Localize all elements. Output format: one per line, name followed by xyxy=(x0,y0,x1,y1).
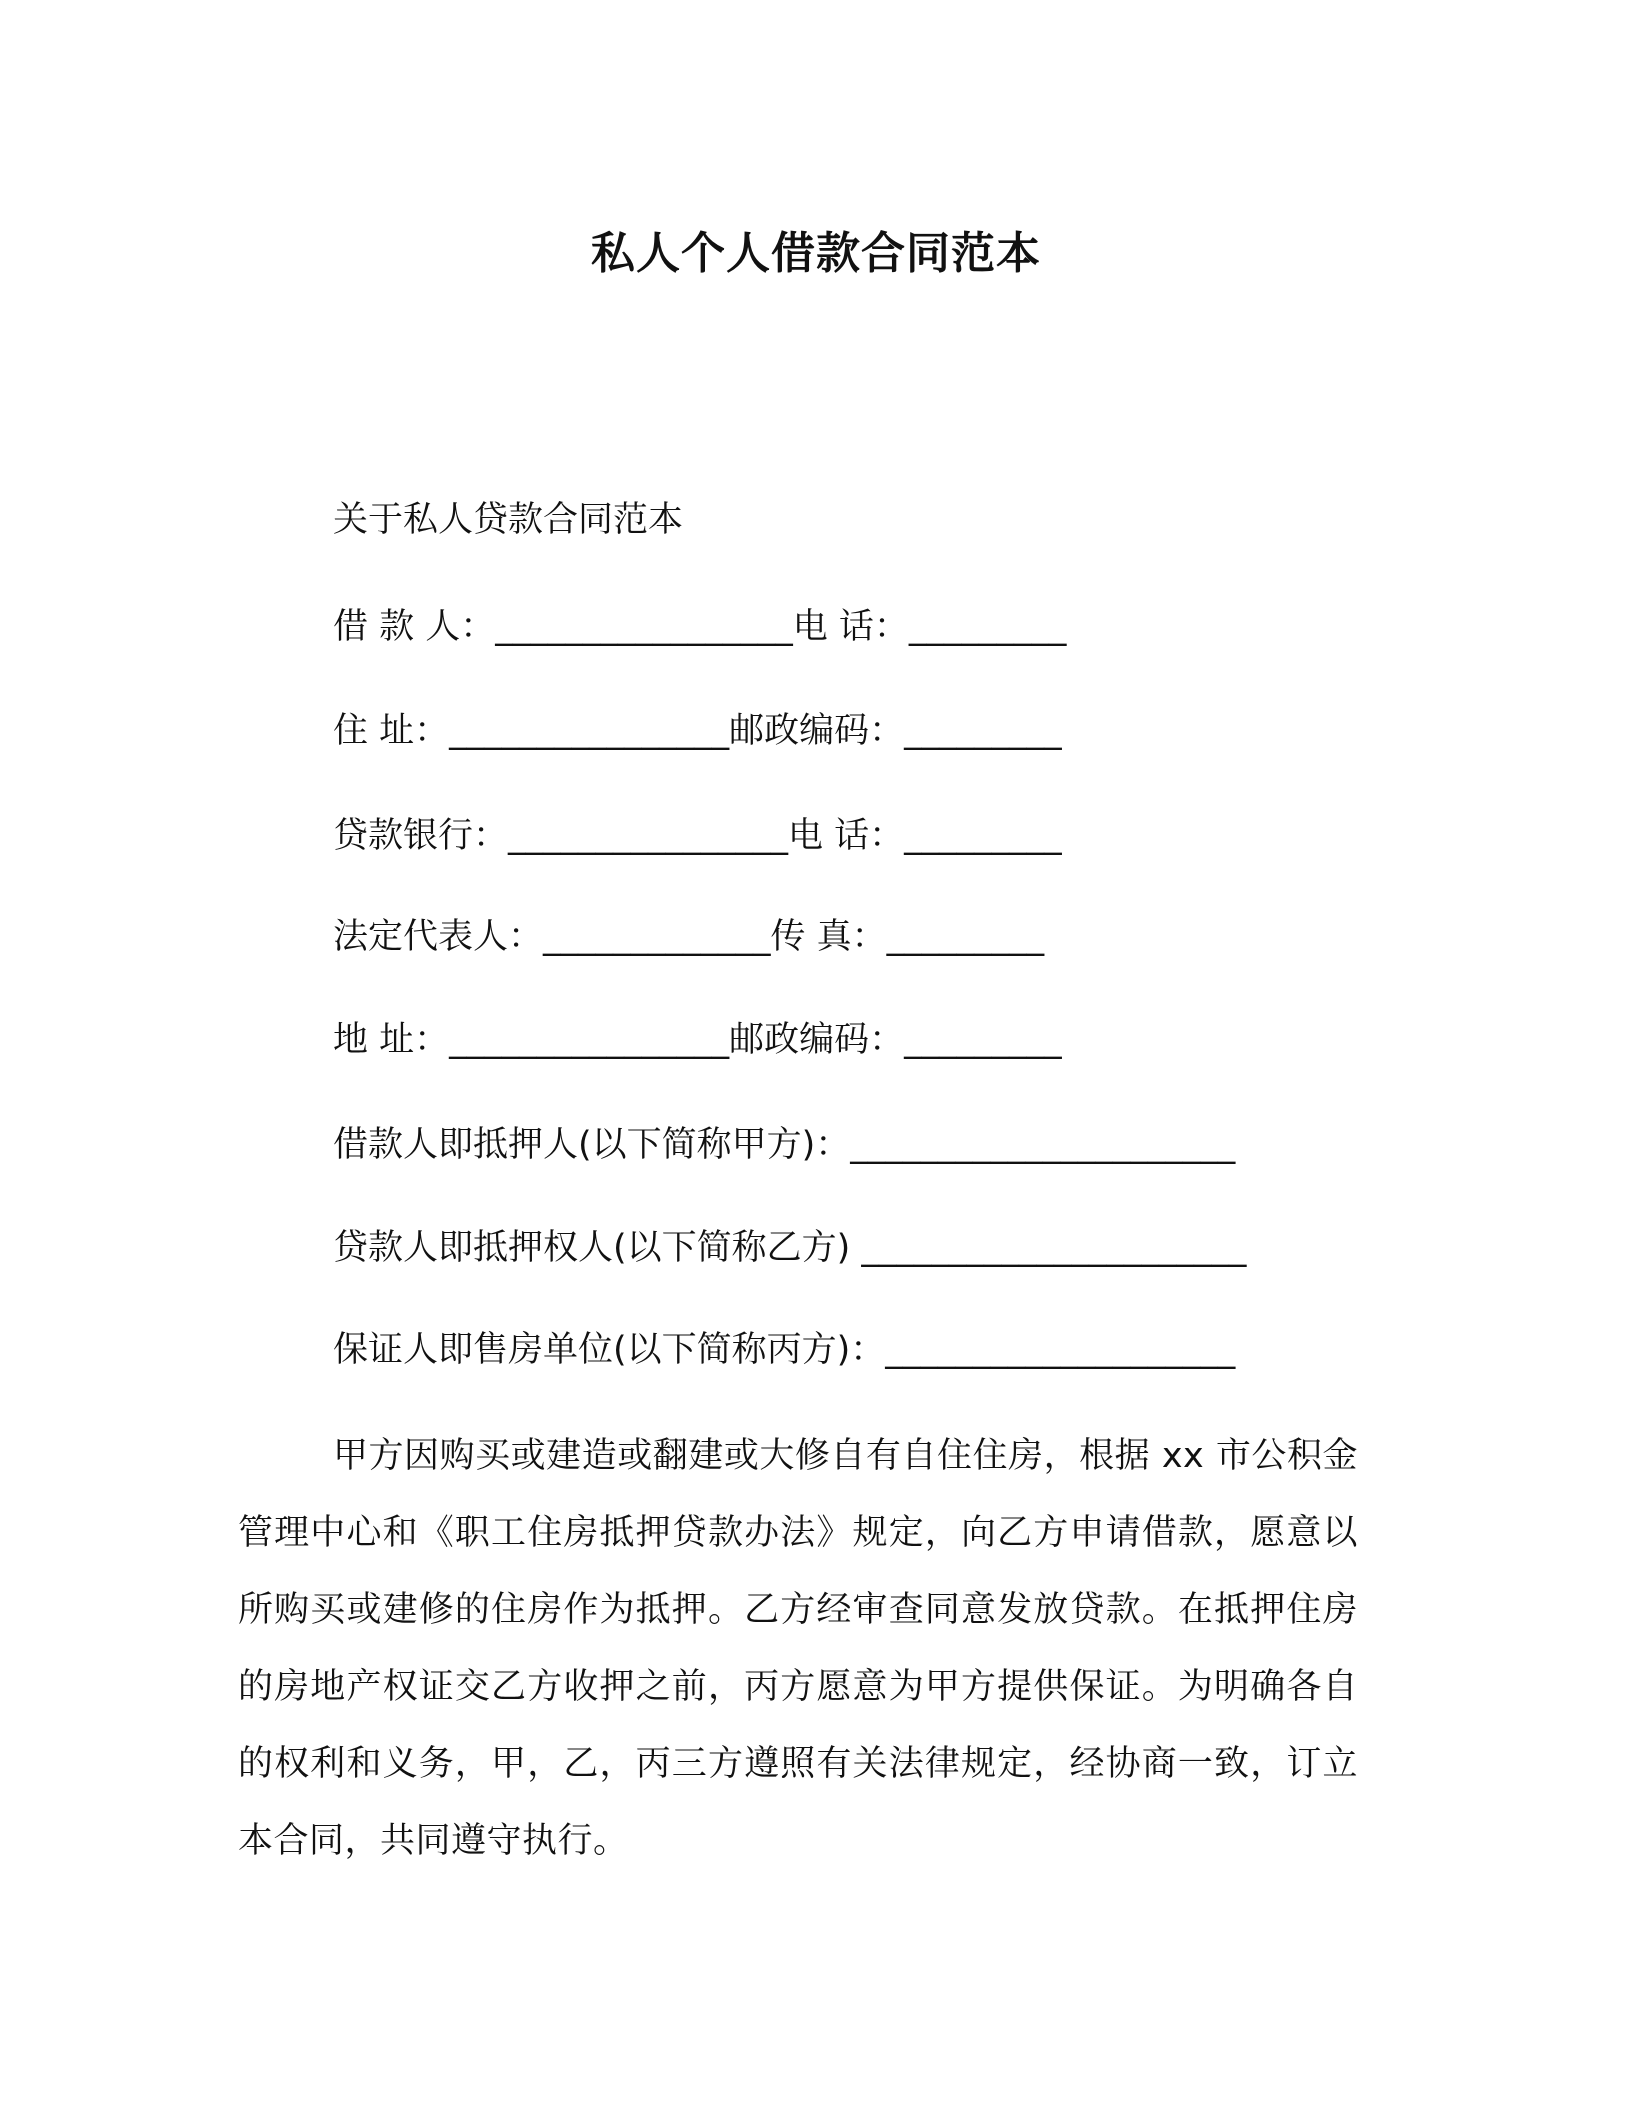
field-party-b: 贷款人即抵押权人(以下简称乙方) ______________________ xyxy=(333,1228,1247,1268)
field-lending-bank: 贷款银行：________________电 话：_________ xyxy=(333,816,1062,856)
field-bank-address: 地 址：________________邮政编码：_________ xyxy=(333,1020,1062,1060)
document-subtitle: 关于私人贷款合同范本 xyxy=(333,500,684,540)
field-party-c: 保证人即售房单位(以下简称丙方)：____________________ xyxy=(333,1330,1236,1370)
field-party-a: 借款人即抵押人(以下简称甲方)：______________________ xyxy=(333,1125,1236,1165)
document-title: 私人个人借款合同范本 xyxy=(591,228,1041,279)
field-address: 住 址：________________邮政编码：_________ xyxy=(333,711,1062,751)
body-paragraph: 甲方因购买或建造或翻建或大修自有自住住房，根据 xx 市公积金管理中心和《职工住房抵押贷款办法》规定，向乙方申请借款，愿意以所购买或建修的住房作为抵押。乙方经审查同意发放贷款。在抵押住房的房地产权证交乙方收押之前，丙方愿意为甲方提供保证。为明确各自的权利和义务，甲，乙，丙三方遵照有关法律规定，经协商一致，订立本合同，共同遵守执行。 xyxy=(238,1436,1358,1861)
field-borrower: 借 款 人：_________________电 话：_________ xyxy=(333,607,1067,647)
field-legal-representative: 法定代表人：_____________传 真：_________ xyxy=(333,917,1045,957)
